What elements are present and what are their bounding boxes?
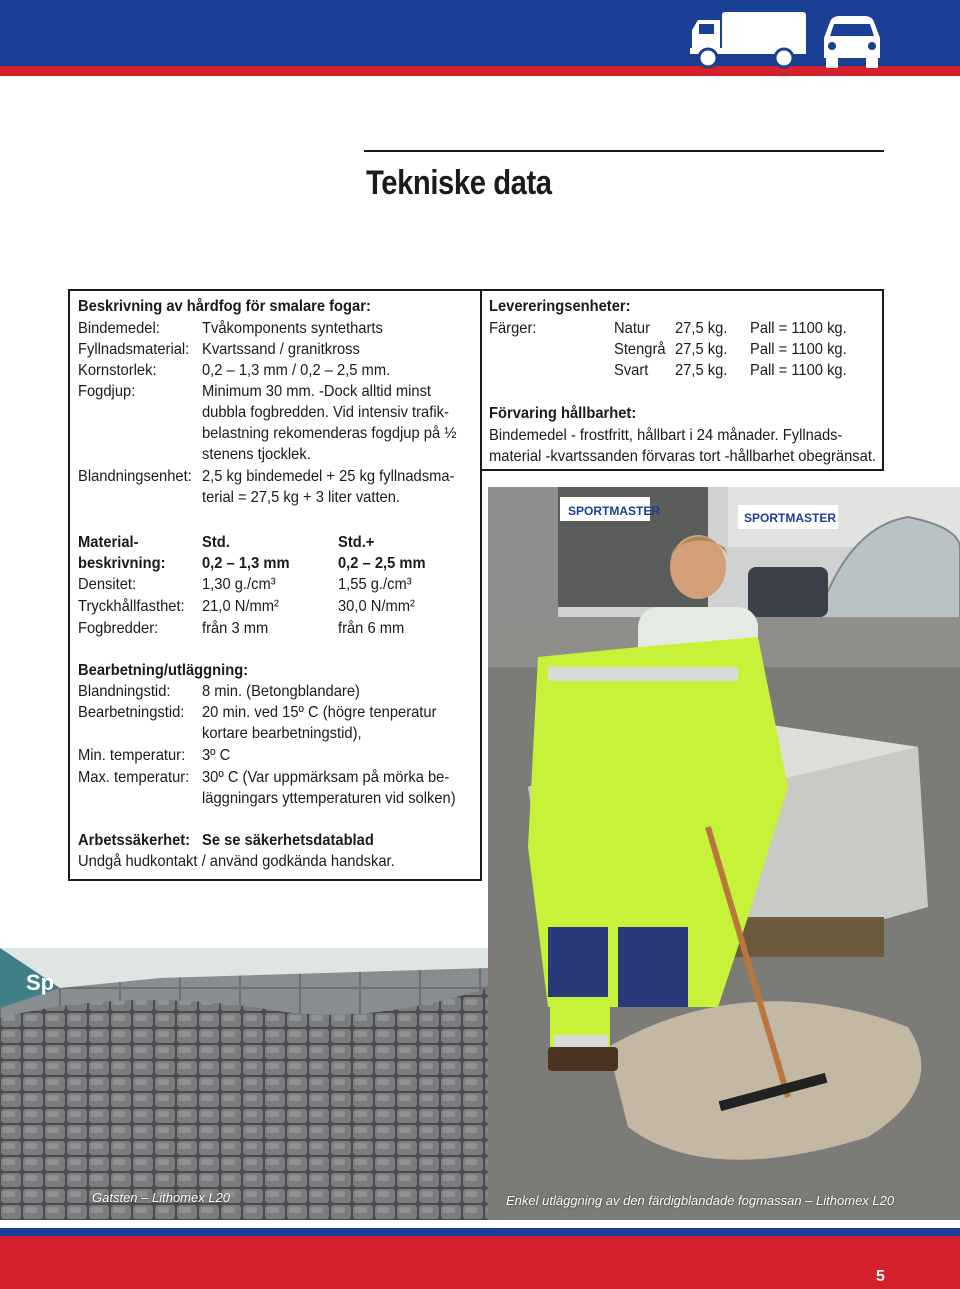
mixing-time-value: 8 min. (Betongblandare)	[202, 683, 360, 700]
page-title: Tekniske data	[366, 164, 552, 202]
storage-line: Bindemedel - frostfritt, hållbart i 24 månader. Fyllnads-	[489, 427, 843, 444]
colors-label: Färger:	[489, 320, 537, 337]
storage-heading: Förvaring hållbarhet:	[489, 405, 637, 422]
delivery-color: Svart	[614, 362, 649, 379]
footer-band	[0, 1228, 960, 1236]
density-std: 1,30 g./cm³	[202, 576, 276, 593]
mix-unit-label: Blandningsenhet:	[78, 468, 192, 485]
filler-value: Kvartssand / granitkross	[202, 341, 360, 358]
description-heading: Beskrivning av hårdfog för smalare fogar:	[78, 298, 371, 315]
delivery-color: Stengrå	[614, 341, 666, 358]
material-header-label: Material-	[78, 534, 139, 551]
delivery-pallet: Pall = 1100 kg.	[750, 320, 847, 337]
footer-stripe	[0, 1236, 960, 1289]
car-icon	[818, 14, 886, 70]
delivery-weight: 27,5 kg.	[675, 320, 728, 337]
grain-size-label: Kornstorlek:	[78, 362, 157, 379]
delivery-color: Natur	[614, 320, 650, 337]
processing-heading: Bearbetning/utläggning:	[78, 662, 249, 679]
delivery-weight: 27,5 kg.	[675, 341, 728, 358]
working-time-label: Bearbetningstid:	[78, 704, 185, 721]
delivery-weight: 27,5 kg.	[675, 362, 728, 379]
joint-depth-line: belastning rekomenderas fogdjup på ½	[202, 425, 457, 442]
min-temp-value: 3º C	[202, 747, 231, 764]
joint-depth-line: Minimum 30 mm. -Dock alltid minst	[202, 383, 432, 400]
header-band	[0, 0, 960, 66]
density-label: Densitet:	[78, 576, 137, 593]
page-number: 5	[876, 1268, 885, 1285]
column-name-std: Std.	[202, 534, 230, 551]
joint-width-std: från 3 mm	[202, 620, 269, 637]
grain-size-value: 0,2 – 1,3 mm / 0,2 – 2,5 mm.	[202, 362, 391, 379]
binder-value: Tvåkomponents syntetharts	[202, 320, 383, 337]
compressive-strength-label: Tryckhållfasthet:	[78, 598, 185, 615]
mixing-time-label: Blandningstid:	[78, 683, 171, 700]
compressive-strength-std: 21,0 N/mm²	[202, 598, 279, 615]
delivery-pallet: Pall = 1100 kg.	[750, 362, 847, 379]
right-photo-caption: Enkel utläggning av den färdigblandade fogmassan – Lithomex L20	[506, 1193, 895, 1208]
working-time-line: kortare bearbetningstid),	[202, 725, 362, 742]
max-temp-line: läggningars yttemperaturen vid solken)	[202, 790, 456, 807]
safety-value: Se se säkerhetsdatablad	[202, 832, 374, 849]
title-rule	[364, 150, 884, 152]
joint-depth-line: stenens tjocklek.	[202, 446, 311, 463]
delivery-pallet: Pall = 1100 kg.	[750, 341, 847, 358]
mix-unit-line: terial = 27,5 kg + 3 liter vatten.	[202, 489, 401, 506]
truck-icon	[688, 8, 808, 70]
mix-unit-line: 2,5 kg bindemedel + 25 kg fyllnadsma-	[202, 468, 455, 485]
density-std-plus: 1,55 g./cm³	[338, 576, 412, 593]
compressive-strength-std-plus: 30,0 N/mm²	[338, 598, 415, 615]
paving-photo	[0, 948, 488, 1220]
material-header-label: beskrivning:	[78, 555, 166, 572]
column-range-std: 0,2 – 1,3 mm	[202, 555, 290, 572]
working-time-line: 20 min. ved 15º C (högre tenperatur	[202, 704, 437, 721]
joint-width-std-plus: från 6 mm	[338, 620, 405, 637]
min-temp-label: Min. temperatur:	[78, 747, 186, 764]
joint-width-label: Fogbredder:	[78, 620, 159, 637]
safety-note: Undgå hudkontakt / använd godkända handskar.	[78, 853, 395, 870]
column-range-std-plus: 0,2 – 2,5 mm	[338, 555, 426, 572]
header-stripe	[0, 66, 960, 76]
max-temp-label: Max. temperatur:	[78, 769, 190, 786]
joint-depth-line: dubbla fogbredden. Vid intensiv trafik-	[202, 404, 449, 421]
max-temp-line: 30º C (Var uppmärksam på mörka be-	[202, 769, 450, 786]
left-photo-caption: Gatsten – Lithomex L20	[92, 1190, 231, 1205]
storage-line: material -kvartssanden förvaras tort -hållbarhet obegränsat.	[489, 448, 877, 465]
filler-label: Fyllnadsmaterial:	[78, 341, 190, 358]
store-sign-2: SPORTMASTER	[744, 511, 837, 525]
delivery-heading: Levereringsenheter:	[489, 298, 631, 315]
worker-photo	[488, 487, 960, 1220]
column-name-std-plus: Std.+	[338, 534, 375, 551]
store-sign-1: SPORTMASTER	[568, 504, 661, 518]
safety-label: Arbetssäkerhet:	[78, 832, 191, 849]
binder-label: Bindemedel:	[78, 320, 160, 337]
joint-depth-label: Fogdjup:	[78, 383, 136, 400]
left-photo-sign: Sp	[26, 970, 55, 995]
